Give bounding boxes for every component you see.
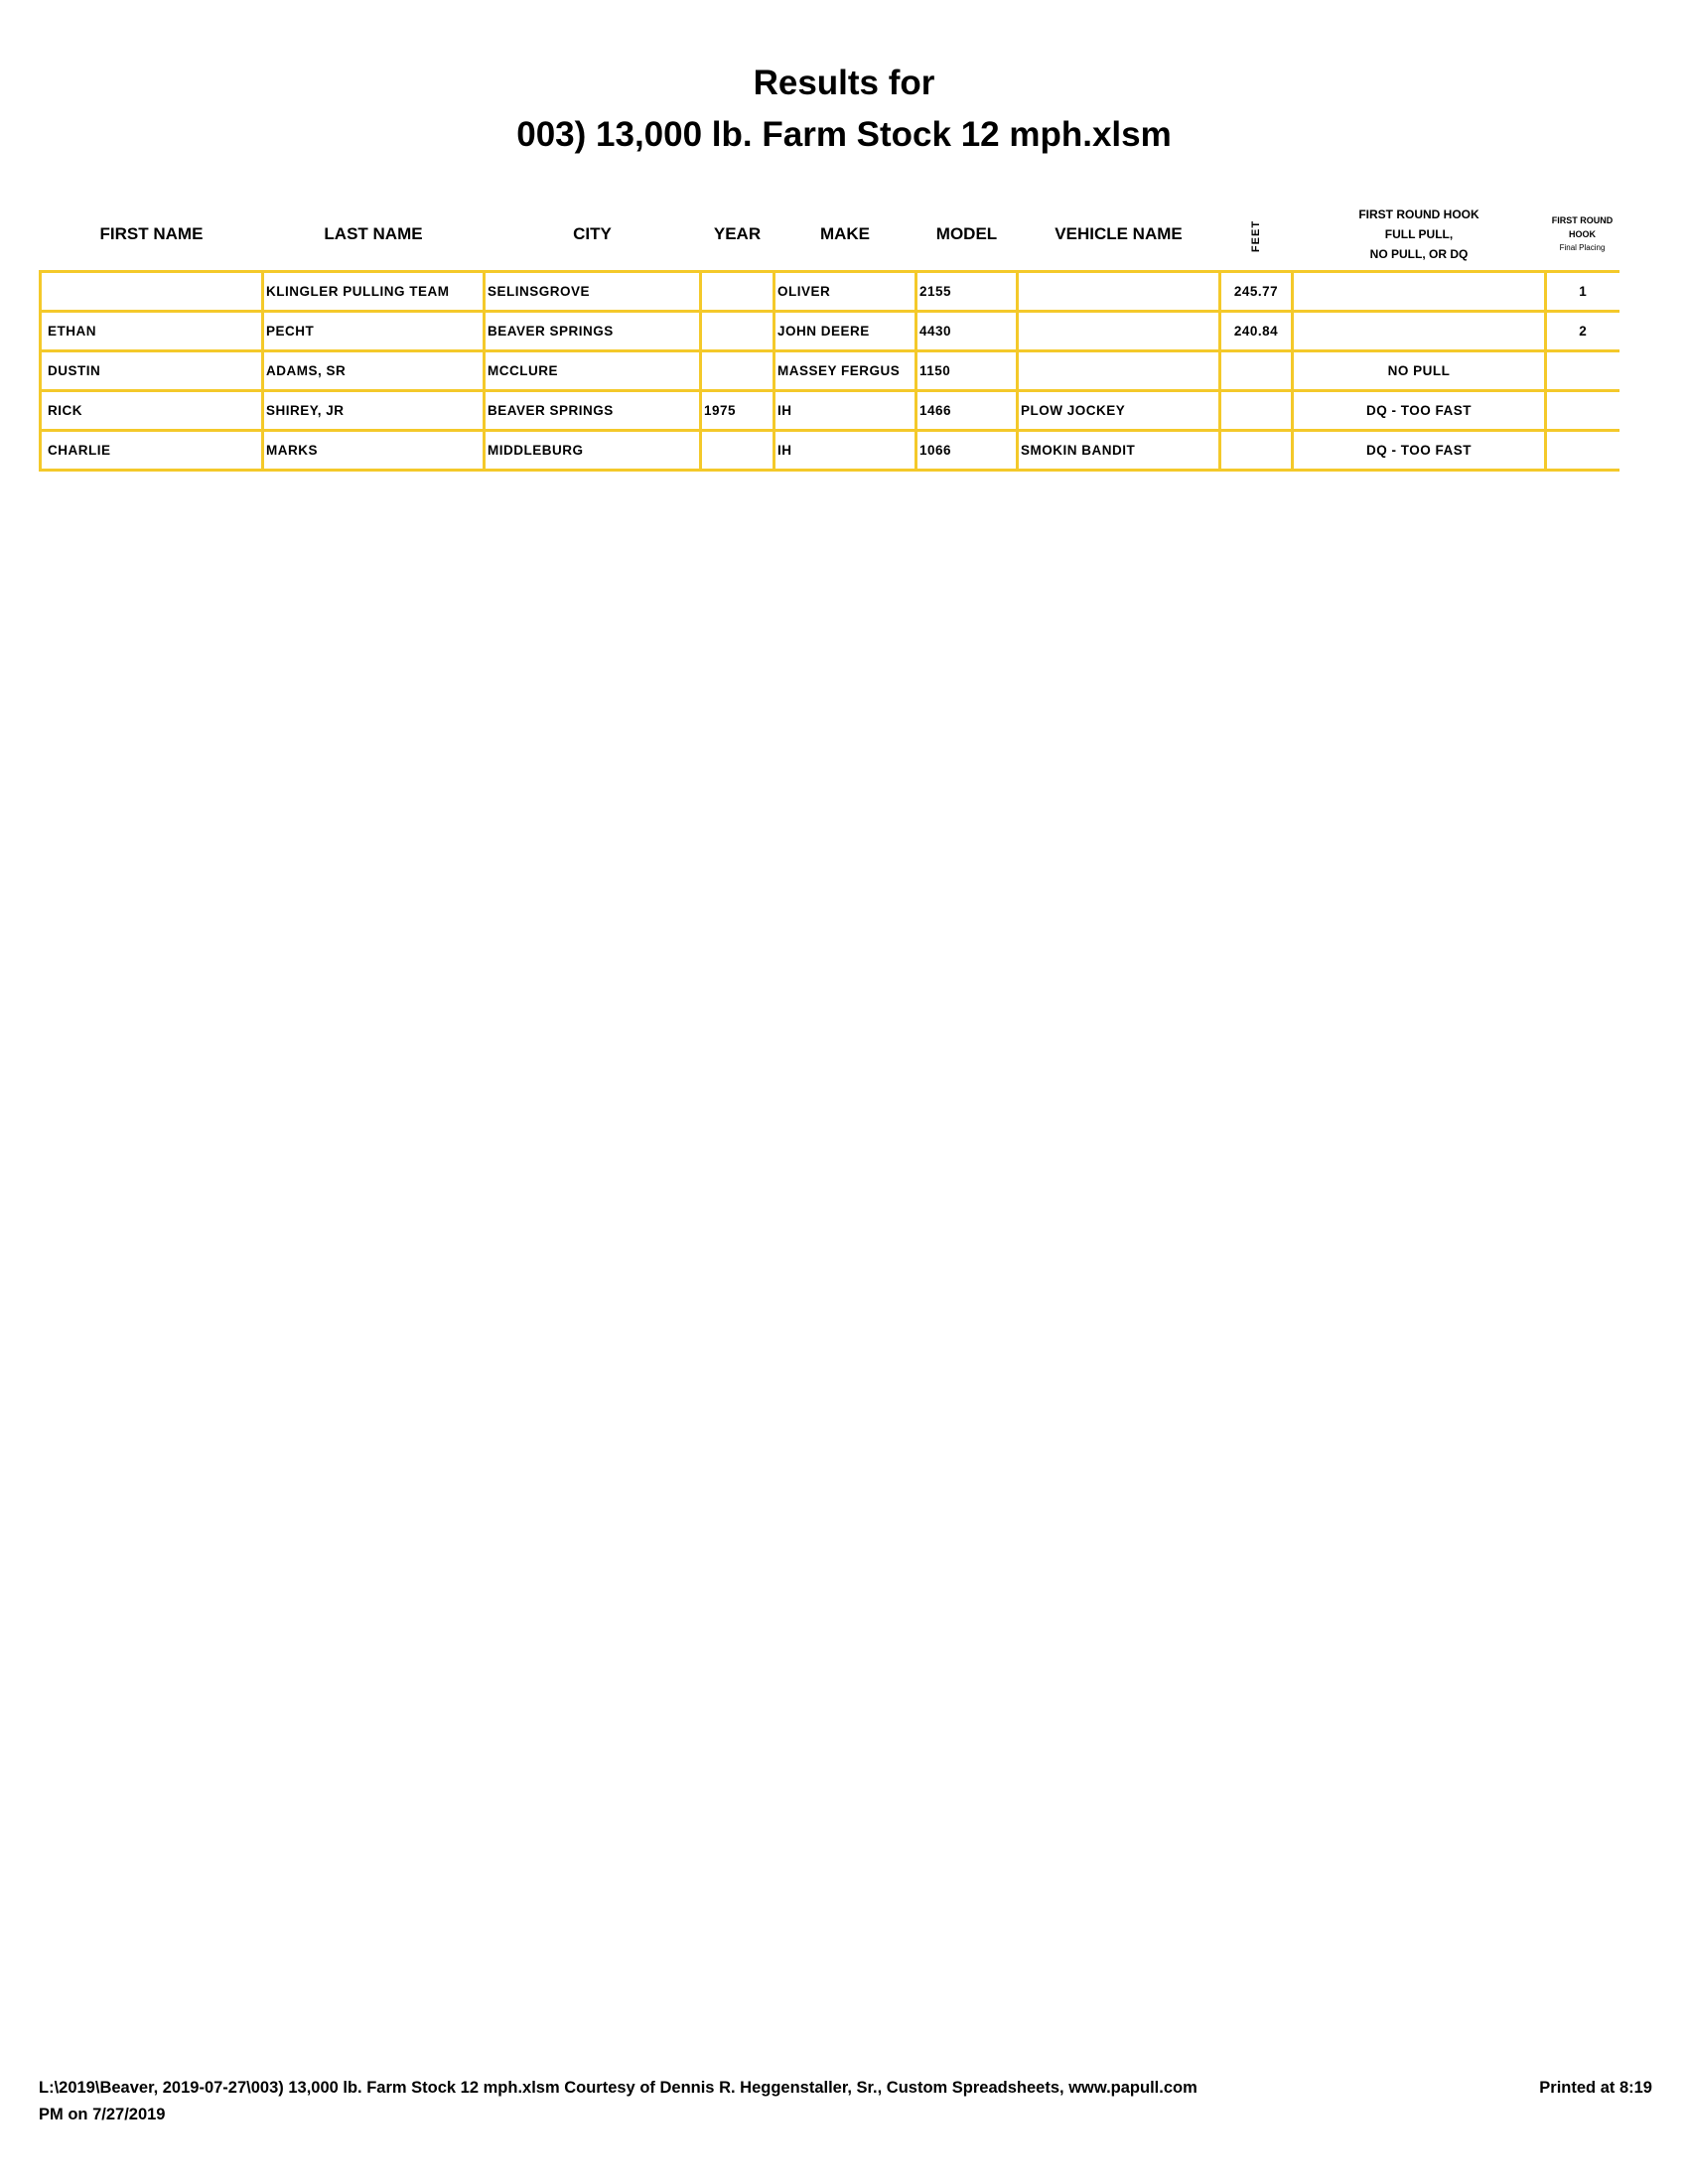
cell-city: BEAVER SPRINGS xyxy=(485,391,701,431)
cell-first-name: CHARLIE xyxy=(41,431,263,471)
cell-last-name: SHIREY, JR xyxy=(263,391,485,431)
cell-result: NO PULL xyxy=(1293,351,1546,391)
cell-last-name: PECHT xyxy=(263,312,485,351)
cell-city: MCCLURE xyxy=(485,351,701,391)
header-placing-line1: FIRST ROUND xyxy=(1551,215,1614,225)
cell-make: IH xyxy=(774,431,916,471)
cell-result: DQ - TOO FAST xyxy=(1293,431,1546,471)
cell-year xyxy=(701,312,774,351)
header-placing-line3: Final Placing xyxy=(1559,243,1606,252)
header-first-name: FIRST NAME xyxy=(99,224,204,243)
cell-first-name xyxy=(41,272,263,312)
cell-feet xyxy=(1220,391,1293,431)
header-placing-line2: HOOK xyxy=(1569,229,1596,239)
cell-year xyxy=(701,351,774,391)
results-table xyxy=(39,199,1619,472)
cell-city: BEAVER SPRINGS xyxy=(485,312,701,351)
results-body xyxy=(41,272,1619,471)
cell-vehicle-name xyxy=(1018,312,1220,351)
header-make: MAKE xyxy=(819,224,871,243)
cell-make: IH xyxy=(774,391,916,431)
header-hook-line2: FULL PULL, xyxy=(1384,227,1454,241)
footer-file-path: L:\2019\Beaver, 2019-07-27\003) 13,000 lb. Farm Stock 12 mph.xlsm Courtesy of Dennis R. Heggenstaller, Sr., Custom Spreadsheets, www.papull.com xyxy=(39,2079,1197,2097)
cell-make: OLIVER xyxy=(774,272,916,312)
cell-model: 1066 xyxy=(916,431,1018,471)
table-row xyxy=(41,312,1619,351)
cell-feet xyxy=(1220,431,1293,471)
header-hook-line1: FIRST ROUND HOOK xyxy=(1358,207,1479,221)
header-feet xyxy=(1220,199,1293,272)
header-first-round-hook xyxy=(1293,199,1546,272)
table-row xyxy=(41,272,1619,312)
cell-year xyxy=(701,431,774,471)
cell-vehicle-name: PLOW JOCKEY xyxy=(1018,391,1220,431)
cell-city: MIDDLEBURG xyxy=(485,431,701,471)
cell-place: 1 xyxy=(1546,272,1619,312)
cell-model: 1466 xyxy=(916,391,1018,431)
cell-city: SELINSGROVE xyxy=(485,272,701,312)
page-title: Results for xyxy=(753,64,935,102)
cell-make: JOHN DEERE xyxy=(774,312,916,351)
cell-last-name: ADAMS, SR xyxy=(263,351,485,391)
header-hook-line3: NO PULL, OR DQ xyxy=(1369,247,1469,261)
header-vehicle-name: VEHICLE NAME xyxy=(1055,224,1183,243)
cell-result: DQ - TOO FAST xyxy=(1293,391,1546,431)
cell-feet: 240.84 xyxy=(1220,312,1293,351)
footer-printed-at: Printed at 8:19 xyxy=(1539,2079,1652,2097)
cell-vehicle-name xyxy=(1018,351,1220,391)
cell-feet xyxy=(1220,351,1293,391)
table-row xyxy=(41,431,1619,471)
header-final-placing xyxy=(1546,199,1619,272)
header-model: MODEL xyxy=(935,224,998,243)
cell-year: 1975 xyxy=(701,391,774,431)
header-row xyxy=(41,199,1619,272)
cell-vehicle-name xyxy=(1018,272,1220,312)
cell-first-name: RICK xyxy=(41,391,263,431)
cell-vehicle-name: SMOKIN BANDIT xyxy=(1018,431,1220,471)
footer-printed-date: PM on 7/27/2019 xyxy=(39,2106,166,2123)
cell-feet: 245.77 xyxy=(1220,272,1293,312)
cell-last-name: KLINGLER PULLING TEAM xyxy=(263,272,485,312)
cell-make: MASSEY FERGUS xyxy=(774,351,916,391)
table-row xyxy=(41,391,1619,431)
page-footer xyxy=(39,2075,1652,2128)
page-subtitle: 003) 13,000 lb. Farm Stock 12 mph.xlsm xyxy=(516,115,1172,154)
header-year: YEAR xyxy=(713,224,762,243)
cell-place xyxy=(1546,431,1619,471)
cell-first-name: ETHAN xyxy=(41,312,263,351)
cell-year xyxy=(701,272,774,312)
header-city: CITY xyxy=(573,224,612,243)
cell-result xyxy=(1293,312,1546,351)
cell-place xyxy=(1546,351,1619,391)
cell-model: 4430 xyxy=(916,312,1018,351)
cell-place: 2 xyxy=(1546,312,1619,351)
header-last-name: LAST NAME xyxy=(324,224,423,243)
cell-last-name: MARKS xyxy=(263,431,485,471)
cell-result xyxy=(1293,272,1546,312)
cell-place xyxy=(1546,391,1619,431)
table-row xyxy=(41,351,1619,391)
header-feet-label: FEET xyxy=(1250,219,1262,253)
cell-first-name: DUSTIN xyxy=(41,351,263,391)
cell-model: 2155 xyxy=(916,272,1018,312)
cell-model: 1150 xyxy=(916,351,1018,391)
